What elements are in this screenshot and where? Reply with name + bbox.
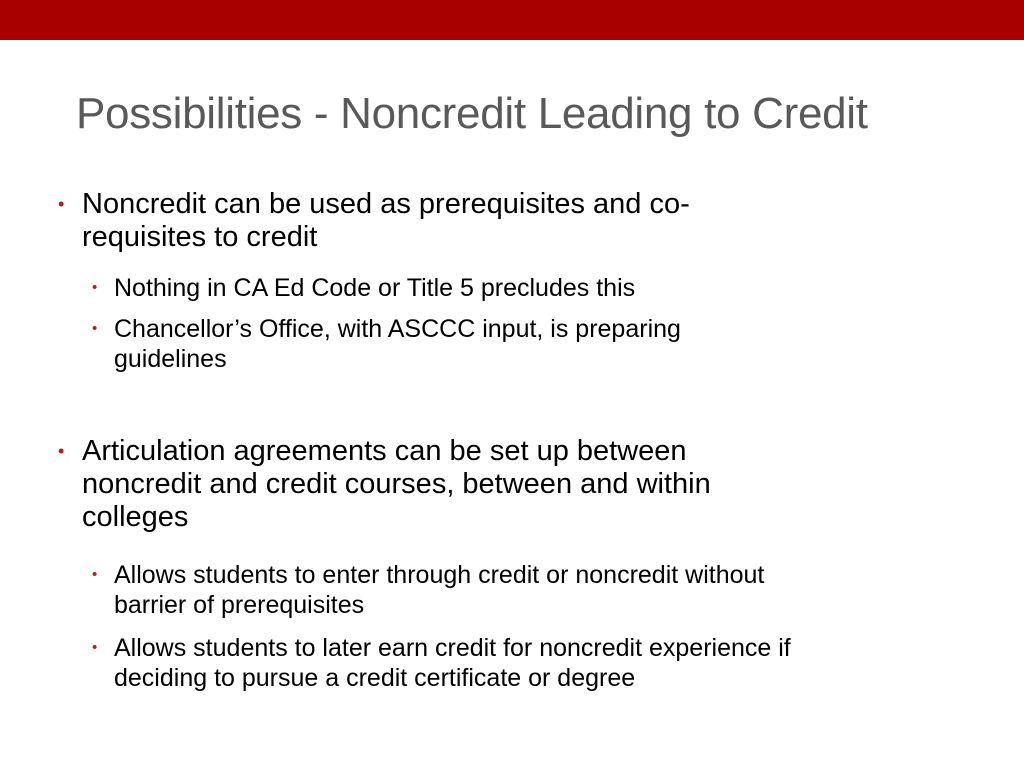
sub-bullet-text-line: barrier of prerequisites [114, 591, 365, 619]
bullet-dot-icon: • [58, 441, 65, 461]
top-accent-bar [0, 0, 1024, 40]
bullet-text-line: noncredit and credit courses, between and within [82, 468, 711, 500]
bullet-item [58, 435, 958, 534]
sub-bullet-text-line: Chancellor’s Office, with ASCCC input, is preparing [114, 315, 681, 343]
bullet-dot-icon: • [92, 279, 98, 296]
bullet-item [58, 188, 958, 254]
bullet-dot-icon: • [92, 320, 98, 337]
sub-bullet-text-line: Nothing in CA Ed Code or Title 5 precludes this [114, 274, 636, 302]
bullet-text-line: Articulation agreements can be set up between [82, 435, 687, 467]
sub-bullet-text-line: Allows students to enter through credit or noncredit without [114, 561, 765, 589]
bullet-text-line: requisites to credit [82, 221, 318, 253]
bullet-text-line: colleges [82, 501, 189, 533]
bullet-dot-icon: • [92, 566, 98, 583]
bullet-dot-icon: • [92, 639, 98, 656]
sub-bullet-item [92, 633, 982, 693]
bullet-text-line: Noncredit can be used as prerequisites and co- [82, 188, 690, 220]
slide-title: Possibilities - Noncredit Leading to Credit [76, 89, 868, 138]
sub-bullet-text-line: deciding to pursue a credit certificate or degree [114, 664, 636, 692]
sub-bullet-item [92, 273, 982, 303]
sub-bullet-item [92, 314, 982, 374]
bullet-dot-icon: • [58, 194, 65, 214]
sub-bullet-item [92, 560, 982, 620]
sub-bullet-text-line: guidelines [114, 345, 227, 373]
sub-bullet-text-line: Allows students to later earn credit for noncredit experience if [114, 634, 791, 662]
